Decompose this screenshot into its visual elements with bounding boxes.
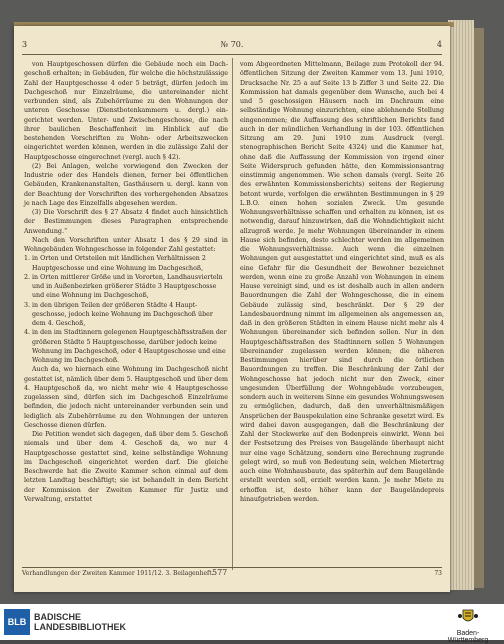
- left-column: [24, 60, 228, 504]
- library-name-line2: LANDESBIBLIOTHEK: [34, 622, 126, 632]
- header-left-number: 3: [22, 40, 28, 49]
- header-right-number: 4: [436, 40, 442, 49]
- coat-of-arms-icon: [457, 608, 479, 626]
- paragraph: (2) Bei Anlagen, welche vorwiegend den Zwecken der Industrie oder des Handels dienen, ferner bei öffentlichen Gebäuden, Krankenanstalten, Gasthäusern u. dergl. kann von der Beachtung der Vorschriften des vorhergehenden Absatzes je nach Lage des Einzelfalls abgesehen werden.: [24, 162, 228, 207]
- paragraph: vom Abgeordneten Mittelmann, Beilage zum Protokoll der 94. öffentlichen Sitzung der Zweiten Kammer vom 13. Juni 1910, Drucksache Nr. 25 a auf Seite 13 b Ziffer 3 und Seite 22. Die Kommission hat damals gegenüber dem Wunsche, auch bei 4 und 5 geschossigen Häusern nach im Dachraum eine selbständige Wohnung einzurichten, eine ablehnende Stellung eingenommen; die Auffassung des schriftlichen Berichts fand auch in der mündlichen Verhandlung in der 103. öffentlichen Sitzung am 29. Juni 1910 zum Ausdruck (vergl. stenographischen Bericht Seite 4324) und die Kammer hat, ohne daß die Auffassung der Kommission von irgend einer Seite Widerspruch gefunden hätte, den Kommissionsantrag einstimmig angenommen. Wie schon damals (vergl. Seite 26 des erwähnten Kommissionsberichts) seitens der Regierung betont wurde, verfolgen die erwähnten Bestimmungen in § 29 L.B.O. einen hohen sozialen Zweck. Um gesunde Wohnungsverhältnisse schaffen und erhalten zu können, ist es notwendig, darauf hinzuwirken, daß die Wohndichtigkeit nicht allzugroß werde. Je mehr Wohnungen übereinander in einem Hause sich befinden, desto schlechter werden im allgemeinen die Wohnungsverhältnisse. Auch wenn die einzelnen Wohnungen gut ausgestattet und eingerichtet sind, muß es als eine Gefahr für die Gesundheit der Bewohner bezeichnet werden, wenn eine zu große Anzahl von Wohnungen in einem Hause vereinigt sind, und es ist deshalb auch in allen andern Bauordnungen die Zahl der Wohngeschosse, die in einem Gebäude zulässig sind, beschränkt. Der § 29 der Landesbauordnung nimmt im allgemeinen als angemessen an, daß in den größeren Städten in einem Hause nicht mehr als 4 Wohnungen übereinander sich befinden sollen. Nur in den Hauptgeschäftsstraßen des Stadtinnern sollen 5 Wohnungen übereinander zugelassen werden können; die näheren Bestimmungen hierüber sind durch die örtlichen Bauordnungen zu treffen. Die Beschränkung der Zahl der Wohngeschosse hat jedoch nicht nur den Zweck, einer ungesunden Überfüllung der Wohngebäude vorzubeugen, sondern auch in weiterem Sinne ein gesundes Wohnungswesen zu ermöglichen, dadurch, daß den unverhältnismäßigen Ansprüchen der Bauspekulation eine Schranke gesetzt wird. Es wird dabei davon ausgegangen, daß die Beschränkung der Zahl der Stockwerke auf den Bodenpreis einwirkt. Wenn bei der Festsetzung des Preises von Baugelände überhaupt nicht nur eine vage Schätzung, sondern eine Berechnung zugrunde gelegt wird, so muß von Bedeutung sein, welchen Mietertrag auch eine Wohnhausbaute, das späterhin auf dem Baugelände erstellt werden soll, erzielt werden kann. Je mehr Miete zu erhoffen ist, desto höher kann der Baugeländepreis hinaufgetrieben werden.: [240, 61, 444, 503]
- list-item: 4. in den im Stadtinnern gelegenen Hauptgeschäftsstraßen der größeren Städte 5 Hauptgeschosse, darüber jedoch keine Wohnung im Dachgeschoß, oder 4 Hauptgeschosse und eine Wohnung im Dachgeschoß.: [24, 329, 227, 364]
- right-column: [240, 60, 444, 504]
- page-header: [14, 40, 450, 52]
- header-rule: [22, 54, 442, 55]
- bottom-bar: [0, 604, 504, 644]
- page-footer: [22, 570, 442, 580]
- paragraph: Auch da, wo hiernach eine Wohnung im Dachgeschoß nicht gestattet ist, nämlich über dem 5. Hauptgeschoß und über dem 4. Hauptgeschoß da, wo nicht mehr wie 4 Hauptgeschosse zugelassen sind, dürfen sich im Dachgeschoß Einzelräume befinden, die jedoch nicht untereinander verbunden sein und lediglich als Zubehörräume zu den Wohnungen der unteren Geschosse dienen dürfen.: [24, 366, 228, 429]
- paragraph: Die Petition wendet sich dagegen, daß über dem 5. Geschoß niemals und über dem 4. Geschoß da, wo nur 4 Hauptgeschosse gestattet sind, keine selbständige Wohnung im Dachgeschoß eingerichtet werden darf. Die gleiche Beschwerde hat die Zweite Kammer schon einmal auf dem letzten Landtag beschäftigt; sie ist behandelt in dem Bericht der Kommission der Zweiten Kammer für Justiz und Verwaltung, erstattet: [24, 431, 228, 503]
- state-logo[interactable]: [438, 608, 498, 644]
- library-name-line1: BADISCHE: [34, 612, 82, 622]
- header-issue-number: № 70.: [220, 40, 244, 49]
- blb-logo-icon[interactable]: BLB: [4, 609, 30, 635]
- list-item: 1. in Orten und Ortsteilen mit ländlichen Verhältnissen 2 Hauptgeschosse und eine Wohnung im Dachgeschoß,: [24, 255, 206, 272]
- footer-publication: Verhandlungen der Zweiten Kammer 1911/12. 3. Beilagenheft.: [22, 570, 214, 577]
- paragraph: Nach den Vorschriften unter Absatz 1 des § 29 sind in Wohngebäuden Wohngeschosse in folgender Zahl gestattet:: [24, 236, 228, 253]
- column-divider: [232, 58, 233, 570]
- list-item: 2. in Orten mittlerer Größe und in Vororten, Landhausvierteln und in Außenbezirken größerer Städte 3 Hauptgeschosse und eine Wohnung im Dachgeschoß,: [24, 273, 223, 300]
- footer-page-number: 577: [212, 568, 228, 577]
- state-name: Baden-Württemberg: [447, 630, 489, 644]
- scanned-page: [14, 26, 450, 592]
- footer-right-number: 73: [434, 570, 442, 577]
- library-name[interactable]: [34, 612, 126, 632]
- paragraph: (3) Die Vorschrift des § 27 Absatz 4 findet auch hinsichtlich der Bestimmungen dieses Paragraphen entsprechende Anwendung.“: [24, 209, 228, 235]
- footer-rule: [22, 567, 442, 568]
- page-stack-edge: [448, 20, 474, 590]
- list-item: 3. in den übrigen Teilen der größeren Städte 4 Hauptgeschosse, jedoch keine Wohnung im Dachgeschoß über dem 4. Geschoß,: [24, 301, 213, 327]
- paragraph: von Hauptgeschossen dürfen die Gebäude noch ein Dachgeschoß erhalten; in Gebäuden, für welche die höchstzulässige Zahl der Hauptgeschosse 4 oder 5 beträgt, dürfen jedoch im Dachgeschoß nur Einzelräume, die untereinander nicht verbunden sind, als Zubehörräume zu den Wohnungen der unteren Geschosse (Dienstbotenkammern u. dergl.) eingerichtet werden. Unter- und Zwischengeschosse, die nach ihrer baulichen Beschaffenheit im Hinblick auf die bestehenden Vorschriften zu Wohn- oder Arbeitszwecken eingerichtet werden können, werden in die zulässige Zahl der Hauptgeschosse eingerechnet (vergl. auch § 42).: [24, 61, 228, 161]
